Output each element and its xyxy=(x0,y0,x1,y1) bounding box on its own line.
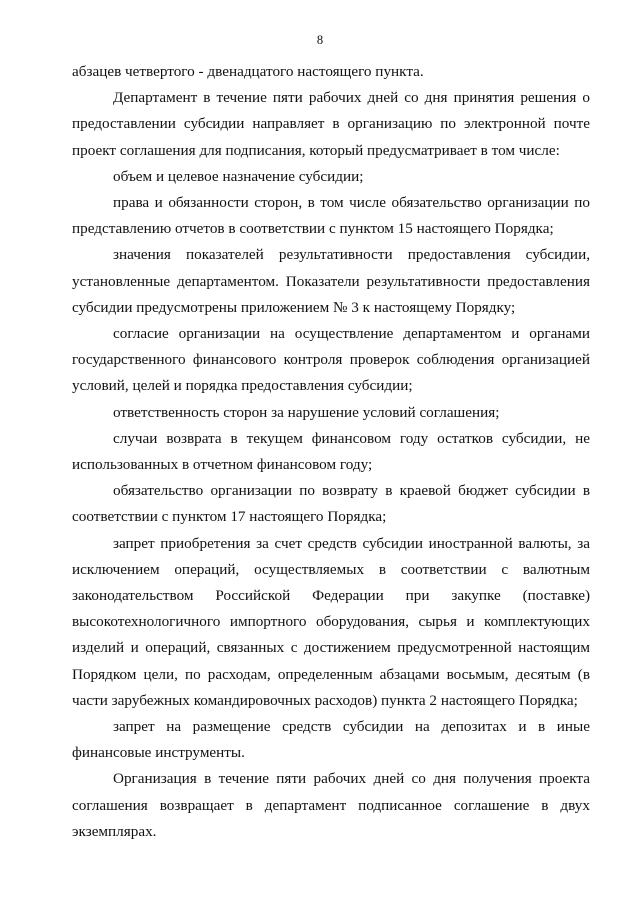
paragraph: Департамент в течение пяти рабочих дней со дня принятия решения о предоставлении субсидии направляет в организацию по электронной почте проект соглашения для подписания, который предусматривает в том числе: xyxy=(72,89,590,159)
list-item: обязательство организации по возврату в краевой бюджет субсидии в соответствии с пунктом 17 настоящего Порядка; xyxy=(72,482,590,526)
list-item: случаи возврата в текущем финансовом году остатков субсидии, не использованных в отчетном финансовом году; xyxy=(72,429,590,474)
paragraph: абзацев четвертого - двенадцатого настоящего пункта. xyxy=(72,63,424,80)
document-body xyxy=(72,59,590,845)
page-number: 8 xyxy=(316,33,324,47)
list-item: запрет на размещение средств субсидии на депозитах и в иные финансовые инструменты. xyxy=(72,718,590,762)
list-item: запрет приобретения за счет средств субсидии иностранной валюты, за исключением операций, осуществляемых в соответствии с валютным законодательством Российской Федерации при закупке (поставке) высокотехнологичного импортного оборудования, сырья и комплектующих изделий и операций, связанных с достижением предусмотренной настоящим Порядком цели, по расходам, определенным абзацами восьмым, десятым (в части зарубежных командировочных расходов) пункта 2 настоящего Порядка; xyxy=(72,534,590,709)
list-item: права и обязанности сторон, в том числе обязательство организации по представлению отчетов в соответствии с пунктом 15 настоящего Порядка; xyxy=(72,194,590,238)
paragraph: Организация в течение пяти рабочих дней со дня получения проекта соглашения возвращает в департамент подписанное соглашение в двух экземплярах. xyxy=(72,770,590,840)
list-item: объем и целевое назначение субсидии; xyxy=(113,167,364,185)
list-item: ответственность сторон за нарушение условий соглашения; xyxy=(113,403,500,421)
list-item: значения показателей результативности предоставления субсидии, установленные департаментом. Показатели результативности предоставления субсидии предусмотрены приложением № 3 к настоящему Порядку; xyxy=(72,246,590,316)
list-item: согласие организации на осуществление департаментом и органами государственного финансового контроля проверок соблюдения организацией условий, целей и порядка предоставления субсидии; xyxy=(72,325,590,395)
